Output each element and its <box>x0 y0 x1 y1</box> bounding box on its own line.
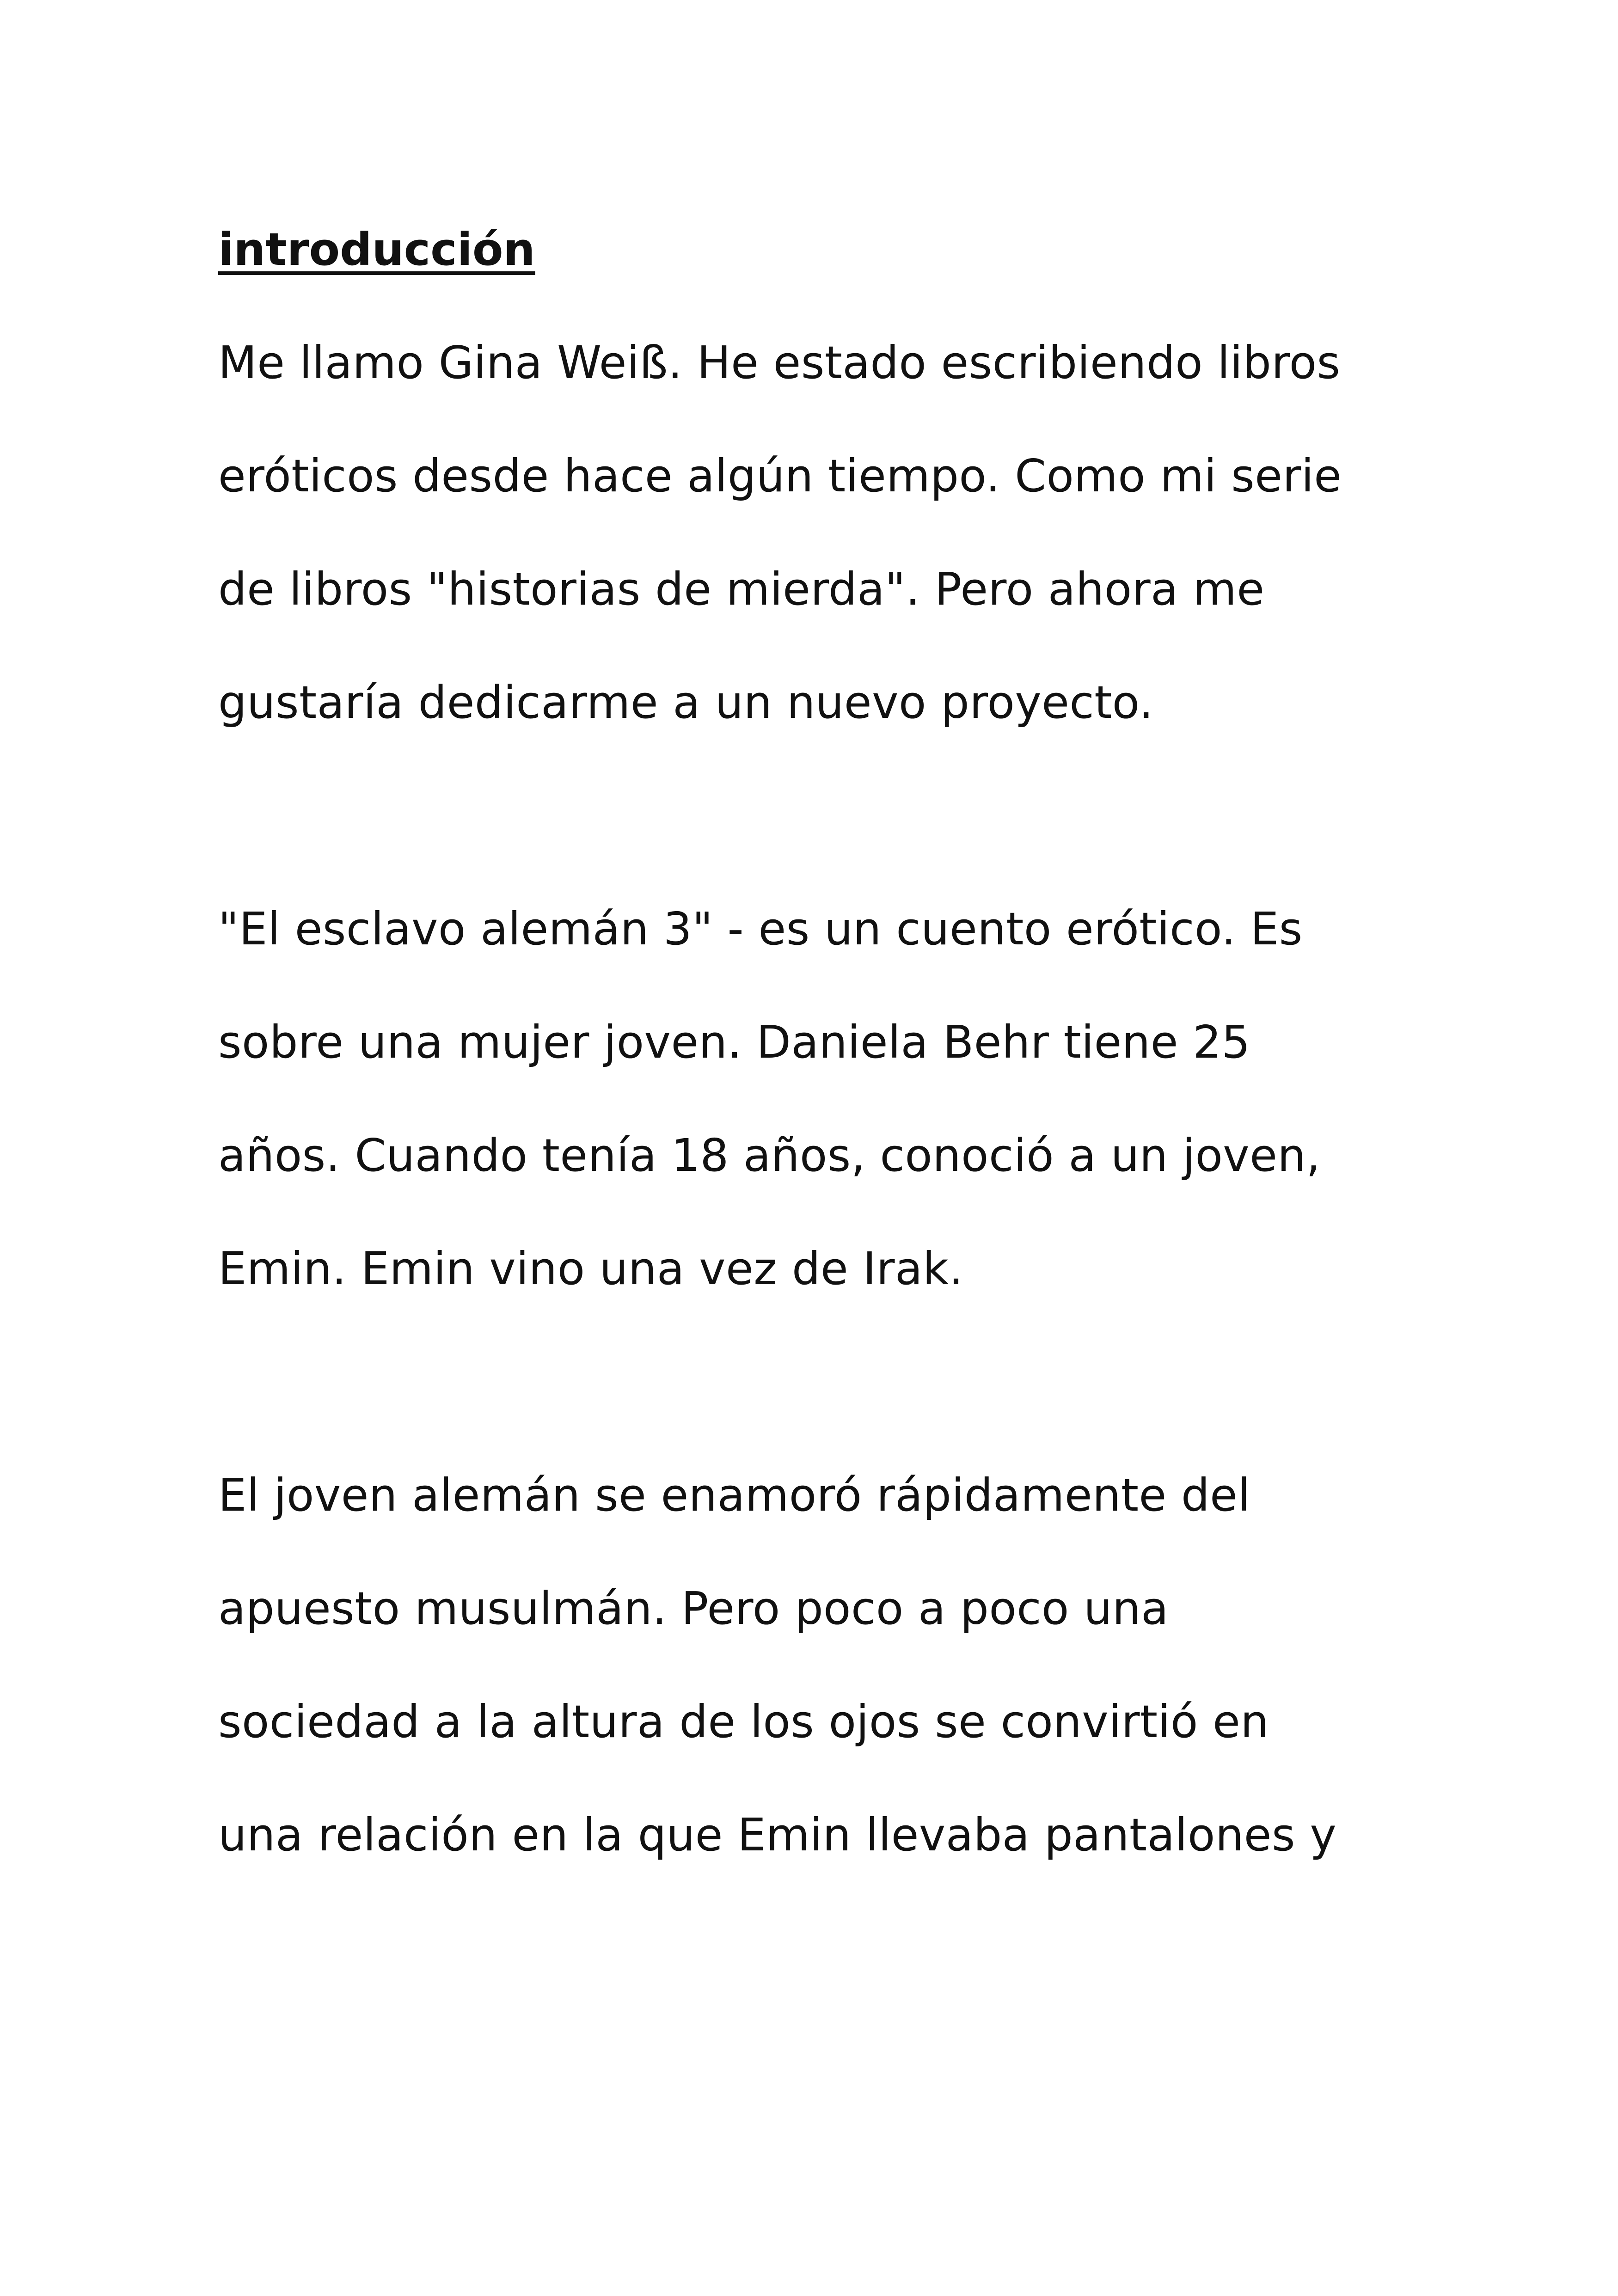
paragraph-line: de libros "historias de mierda". Pero ahora me <box>218 563 1265 615</box>
paragraph-line: gustaría dedicarme a un nuevo proyecto. <box>218 676 1154 729</box>
paragraph-line: sociedad a la altura de los ojos se convirtió en <box>218 1696 1269 1748</box>
paragraph-line: sobre una mujer joven. Daniela Behr tiene 25 <box>218 1016 1250 1068</box>
paragraph-line: "El esclavo alemán 3" - es un cuento erótico. Es <box>218 903 1303 955</box>
paragraph-line: una relación en la que Emin llevaba pantalones y <box>218 1809 1337 1861</box>
paragraph-line: Emin. Emin vino una vez de Irak. <box>218 1243 964 1295</box>
paragraph-line: El joven alemán se enamoró rápidamente del <box>218 1469 1250 1521</box>
paragraph-line: Me llamo Gina Weiß. He estado escribiendo libros <box>218 337 1341 389</box>
page-heading: introducción <box>218 223 535 276</box>
paragraph-line: apuesto musulmán. Pero poco a poco una <box>218 1582 1169 1635</box>
paragraph-line: eróticos desde hace algún tiempo. Como mi serie <box>218 450 1342 502</box>
paragraph-line: años. Cuando tenía 18 años, conoció a un joven, <box>218 1129 1321 1182</box>
